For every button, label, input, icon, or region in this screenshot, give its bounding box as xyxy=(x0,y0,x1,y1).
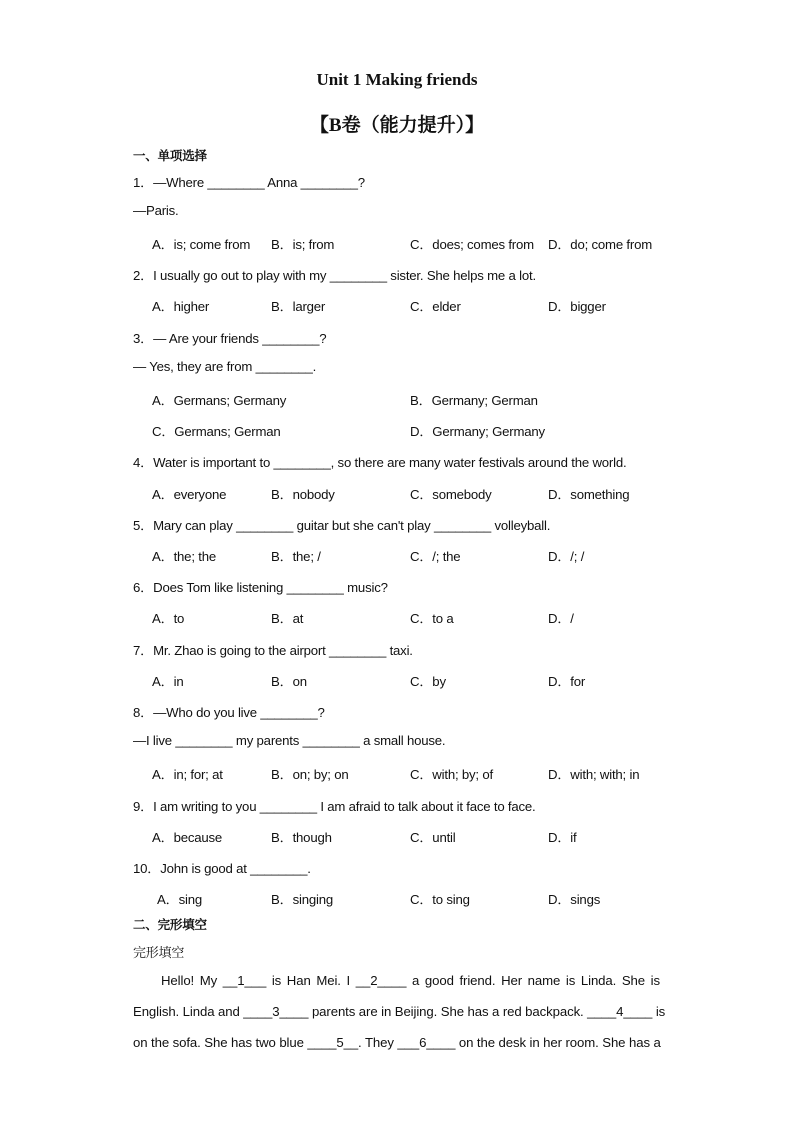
question-3-options-row-1 xyxy=(0,390,794,410)
question-4-line-1: 4．Water is important to ________, so there are many water festivals around the world. xyxy=(133,455,627,470)
option-a[interactable]: A．sing xyxy=(157,892,202,907)
option-d[interactable]: D．sings xyxy=(548,892,601,907)
option-c[interactable]: C．to a xyxy=(410,611,454,626)
option-d[interactable]: D．bigger xyxy=(548,299,606,314)
option-a[interactable]: A．to xyxy=(152,611,185,626)
page-title: Unit 1 Making friends xyxy=(316,70,478,89)
question-8-line-2: —I live ________ my parents ________ a small house. xyxy=(133,733,446,748)
option-d[interactable]: D．Germany; Germany xyxy=(410,424,545,439)
option-c[interactable]: C．elder xyxy=(410,299,461,314)
question-2-line-1: 2．I usually go out to play with my ________ sister. She helps me a lot. xyxy=(133,268,536,283)
option-b[interactable]: B．the; / xyxy=(271,549,321,564)
section-subheading-cloze: 完形填空 xyxy=(133,946,185,961)
option-b[interactable]: B．Germany; German xyxy=(410,393,538,408)
question-1-line-2: —Paris. xyxy=(133,203,179,218)
option-b[interactable]: B．on xyxy=(271,674,307,689)
option-c[interactable]: C．until xyxy=(410,830,456,845)
passage-line-1: Hello! My __1___ is Han Mei. I __2____ a good friend. Her name is Linda. She is xyxy=(161,973,660,988)
option-c[interactable]: C．to sing xyxy=(410,892,470,907)
question-2-options xyxy=(0,296,794,316)
question-3-line-1: 3．— Are your friends ________? xyxy=(133,331,327,346)
option-a[interactable]: A．everyone xyxy=(152,487,227,502)
question-1-line-1: 1．—Where ________ Anna ________? xyxy=(133,175,365,190)
option-d[interactable]: D．do; come from xyxy=(548,237,652,252)
option-d[interactable]: D．something xyxy=(548,487,630,502)
option-d[interactable]: D．for xyxy=(548,674,586,689)
question-10-options xyxy=(0,889,794,909)
option-a[interactable]: A．is; come from xyxy=(152,237,251,252)
question-5-options xyxy=(0,546,794,566)
option-b[interactable]: B．singing xyxy=(271,892,333,907)
option-c[interactable]: C．does; comes from xyxy=(410,237,534,252)
option-b[interactable]: B．is; from xyxy=(271,237,335,252)
option-b[interactable]: B．larger xyxy=(271,299,326,314)
question-4-options xyxy=(0,484,794,504)
question-8-options xyxy=(0,764,794,784)
option-a[interactable]: A．Germans; Germany xyxy=(152,393,287,408)
question-6-line-1: 6．Does Tom like listening ________ music? xyxy=(133,580,388,595)
option-b[interactable]: B．at xyxy=(271,611,304,626)
option-d[interactable]: D．with; with; in xyxy=(548,767,640,782)
option-a[interactable]: A．in; for; at xyxy=(152,767,223,782)
question-9-line-1: 9．I am writing to you ________ I am afraid to talk about it face to face. xyxy=(133,799,536,814)
option-b[interactable]: B．on; by; on xyxy=(271,767,349,782)
option-c[interactable]: C．Germans; German xyxy=(152,424,281,439)
option-d[interactable]: D．if xyxy=(548,830,577,845)
question-3-line-2: — Yes, they are from ________. xyxy=(133,359,317,374)
question-7-options xyxy=(0,671,794,691)
option-c[interactable]: C．somebody xyxy=(410,487,492,502)
option-a[interactable]: A．in xyxy=(152,674,184,689)
question-3-options-row-2 xyxy=(0,421,794,441)
option-c[interactable]: C．with; by; of xyxy=(410,767,493,782)
passage-line-2: English. Linda and ____3____ parents are in Beijing. She has a red backpack. ____4____ is xyxy=(133,1004,666,1019)
option-c[interactable]: C．by xyxy=(410,674,446,689)
section-heading-multiple-choice: 一、单项选择 xyxy=(133,148,207,163)
option-d[interactable]: D．/ xyxy=(548,611,574,626)
question-5-line-1: 5．Mary can play ________ guitar but she can't play ________ volleyball. xyxy=(133,518,551,533)
option-b[interactable]: B．though xyxy=(271,830,332,845)
option-a[interactable]: A．higher xyxy=(152,299,210,314)
question-1-options xyxy=(0,234,794,254)
option-a[interactable]: A．because xyxy=(152,830,223,845)
section-heading-cloze: 二、完形填空 xyxy=(133,917,207,932)
option-c[interactable]: C．/; the xyxy=(410,549,461,564)
passage-line-3: on the sofa. She has two blue ____5__. They ___6____ on the desk in her room. She has a xyxy=(133,1035,661,1050)
page-subtitle: 【B卷（能力提升）】 xyxy=(309,115,485,136)
option-a[interactable]: A．the; the xyxy=(152,549,216,564)
question-7-line-1: 7．Mr. Zhao is going to the airport ________ taxi. xyxy=(133,643,413,658)
option-b[interactable]: B．nobody xyxy=(271,487,335,502)
question-10-line-1: 10．John is good at ________. xyxy=(133,861,311,876)
question-9-options xyxy=(0,827,794,847)
question-6-options xyxy=(0,608,794,628)
question-8-line-1: 8．—Who do you live ________? xyxy=(133,705,325,720)
option-d[interactable]: D．/; / xyxy=(548,549,585,564)
